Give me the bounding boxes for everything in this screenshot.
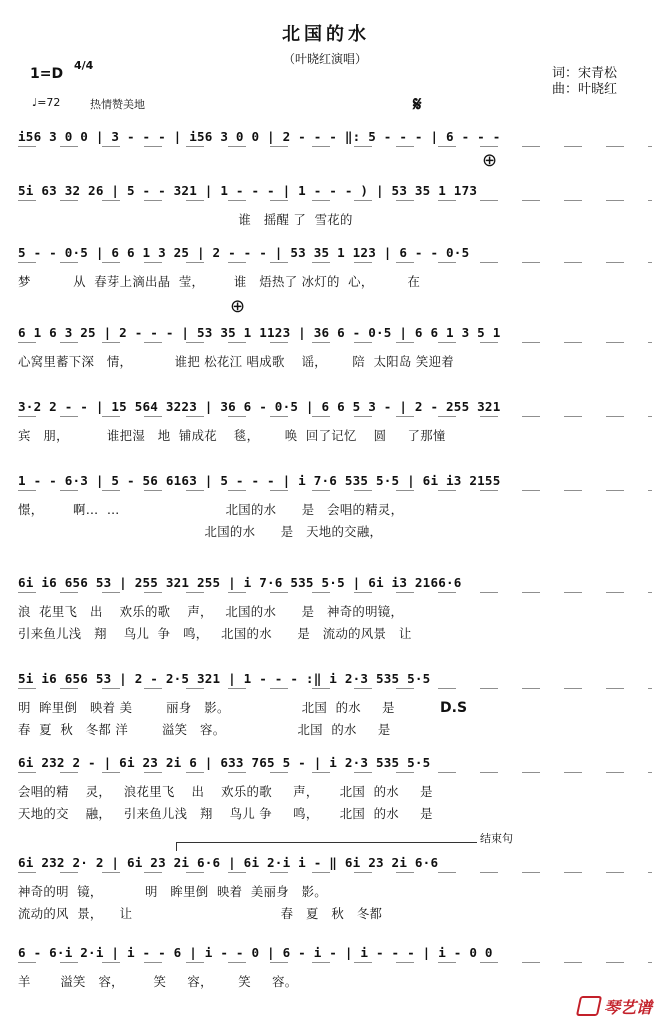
lyric-line-1: 心窝里蓄下深 情， 谁把 松花江 唱成歌 谣， 陪 太阳岛 笑迎着 bbox=[18, 354, 454, 369]
score-row-6 bbox=[18, 468, 652, 544]
lyric-line-1: 浪 花里飞 出 欢乐的歌 声， 北国的水 是 神奇的明镜， bbox=[18, 604, 404, 619]
underline-marks bbox=[18, 200, 652, 201]
score-row-11 bbox=[18, 940, 652, 1016]
lyric-line-1: 明 眸里倒 映着 美 丽身 影。 北国 的水 是 bbox=[18, 700, 395, 715]
underline-marks bbox=[18, 962, 652, 963]
notation-line: 6i i6 656 53 | 255 321 255 | i 7·6 535 5·5 | 6i i3 2166·6 bbox=[18, 575, 462, 590]
score-title: 北国的水 bbox=[282, 24, 370, 45]
score-row-10 bbox=[18, 850, 652, 926]
lyric-line-2: 天地的交 融， 引来鱼儿浅 翔 鸟儿 争 鸣， 北国 的水 是 bbox=[18, 806, 433, 821]
underline-marks bbox=[18, 146, 652, 147]
notation-line: 5i i6 656 53 | 2 - 2·5 321 | 1 - - - :‖ i 2·3 535 5·5 bbox=[18, 671, 431, 686]
score-row-9 bbox=[18, 750, 652, 826]
notation-line: 6 - 6·i 2·i | i - - 6 | i - - 0 | 6 - i - | i - - - | i - 0 0 bbox=[18, 945, 493, 960]
lyric-line-1: 憬， 啊… … 北国的水 是 会唱的精灵， bbox=[18, 502, 404, 517]
notation-line: 5i 63 32 26 | 5 - - 321 | 1 - - - | 1 - - - ) | 53 35 1 173 bbox=[18, 183, 478, 198]
lyric-line-1: 宾 朋， 谁把湿 地 铺成花 毯， 唤 回了记忆 圆 了那憧 bbox=[18, 428, 446, 443]
lyric-line-1: 会唱的精 灵， 浪花里飞 出 欢乐的歌 声， 北国 的水 是 bbox=[18, 784, 433, 799]
notation-line: 6i 232 2 - | 6i 23 2i 6 | 633 765 5 - | i 2·3 535 5·5 bbox=[18, 755, 431, 770]
lyric-line-1: 神奇的明 镜， 明 眸里倒 映着 美丽身 影。 bbox=[18, 884, 327, 899]
lyric-line-1: 羊 溢笑 容， 笑 容， 笑 容。 bbox=[18, 974, 298, 989]
lyric-line-2: 春 夏 秋 冬都 洋 溢笑 容。 北国 的水 是 bbox=[18, 722, 391, 737]
notation-line: 6i 232 2· 2 | 6i 23 2i 6·6 | 6i 2·i i - ‖ 6i 23 2i 6·6 bbox=[18, 855, 439, 870]
underline-marks bbox=[18, 490, 652, 491]
ds-marking: D.S bbox=[440, 700, 468, 716]
tempo-marking: ♩=72 bbox=[32, 96, 61, 109]
underline-marks bbox=[18, 342, 652, 343]
notation-line: 1 - - 6·3 | 5 - 56 6163 | 5 - - - | i 7·6 535 5·5 | 6i i3 2155 bbox=[18, 473, 501, 488]
ending-label: 结束句 bbox=[480, 832, 513, 845]
lyric-line-2: 引来鱼儿浅 翔 鸟儿 争 鸣， 北国的水 是 流动的风景 让 bbox=[18, 626, 412, 641]
composer-credit: 曲：叶晓红 bbox=[552, 82, 618, 97]
score-row-3 bbox=[18, 240, 652, 316]
notation-line: i56 3 0 0 | 3 - - - | i56 3 0 0 | 2 - - - ‖: 5 - - - | 6 - - - bbox=[18, 129, 501, 144]
key-signature: 1=D bbox=[30, 66, 64, 82]
logo-icon bbox=[576, 996, 602, 1016]
notation-line: 5 - - 0·5 | 6 6 1 3 25 | 2 - - - | 53 35 1 123 | 6 - - 0·5 bbox=[18, 245, 470, 260]
score-row-7 bbox=[18, 570, 652, 646]
time-signature-text: 4/4 bbox=[74, 59, 94, 72]
score-row-8 bbox=[18, 666, 652, 742]
lyricist-credit: 词：宋青松 bbox=[552, 66, 618, 81]
underline-marks bbox=[18, 416, 652, 417]
notation-line: 6 1 6 3 25 | 2 - - - | 53 35 1 1123 | 36 6 - 0·5 | 6 6 1 3 5 1 bbox=[18, 325, 501, 340]
underline-marks bbox=[18, 772, 652, 773]
score-row-4 bbox=[18, 320, 652, 396]
site-logo bbox=[578, 995, 652, 1018]
lyric-line-2: 流动的风 景， 让 春 夏 秋 冬都 bbox=[18, 906, 383, 921]
underline-marks bbox=[18, 688, 652, 689]
time-signature bbox=[74, 60, 93, 71]
score-subtitle: （叶晓红演唱） bbox=[283, 52, 368, 66]
lyric-line-1: 梦 从 春芽上滴出晶 莹， 谁 焐热了 冰灯的 心， 在 bbox=[18, 274, 421, 289]
underline-marks bbox=[18, 262, 652, 263]
underline-marks bbox=[18, 872, 652, 873]
notation-line: 3·2 2 - - | 15 564 3223 | 36 6 - 0·5 | 6 6 5 3 - | 2 - 255 321 bbox=[18, 399, 501, 414]
score-row-5 bbox=[18, 394, 652, 470]
underline-marks bbox=[18, 592, 652, 593]
expression-marking: 热情赞美地 bbox=[90, 98, 145, 111]
coda-icon: ⊕ bbox=[482, 150, 498, 171]
lyric-line-2: 北国的水 是 天地的交融， bbox=[18, 524, 383, 539]
coda-icon-2: ⊕ bbox=[230, 296, 246, 317]
segno-icon: 𝄋 bbox=[413, 92, 422, 116]
logo-text: 琴艺谱 bbox=[604, 998, 653, 1017]
lyric-line-1: 谁 摇醒 了 雪花的 bbox=[18, 212, 353, 227]
